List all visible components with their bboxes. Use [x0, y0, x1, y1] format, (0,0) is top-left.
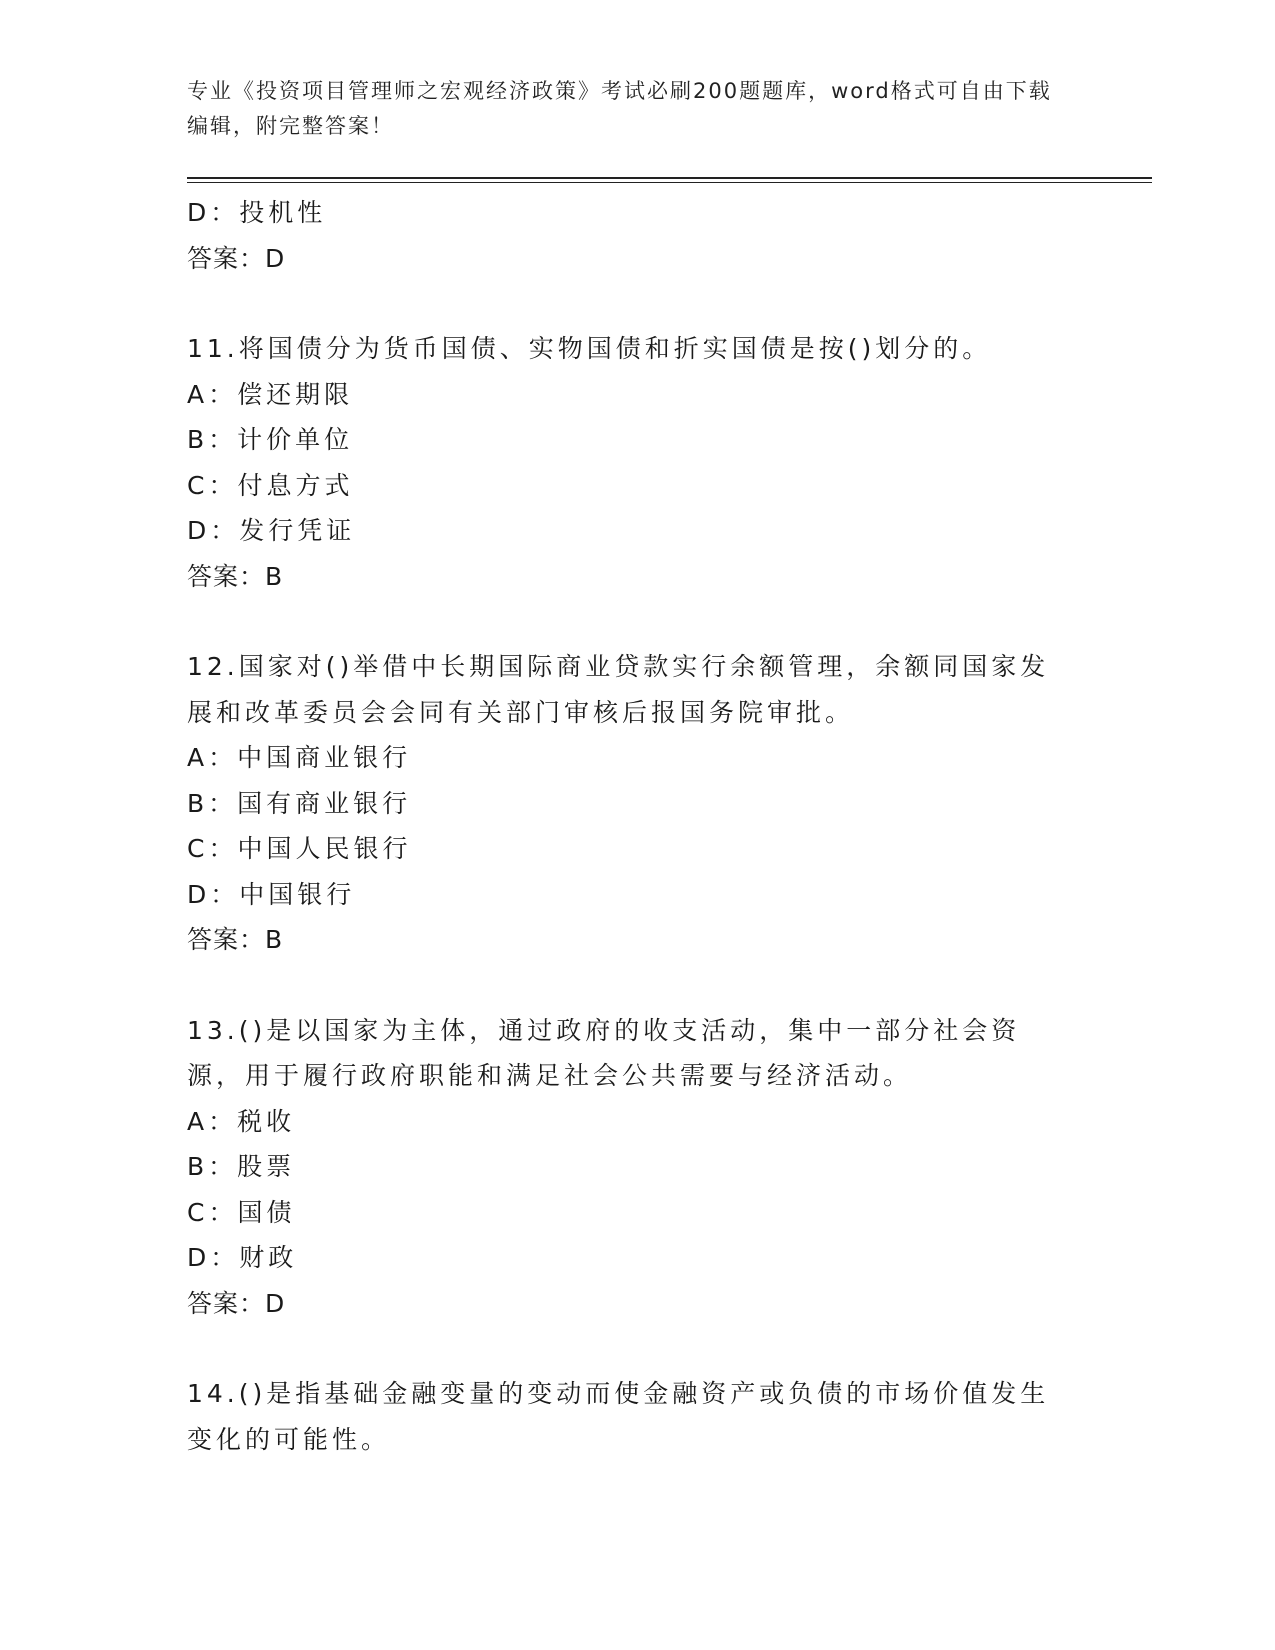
option-a: A：税收 — [187, 1106, 296, 1136]
answer: 答案：D — [187, 1288, 286, 1318]
document-header: 专业《投资项目管理师之宏观经济政策》考试必刷200题题库，word格式可自由下载编辑，附完整答案！ — [187, 79, 1052, 138]
option-a: A：中国商业银行 — [187, 743, 412, 772]
option-d: D：发行凭证 — [187, 516, 356, 545]
option-b: B：股票 — [187, 1152, 296, 1181]
question-13 — [187, 1008, 1087, 1327]
option-d: D：中国银行 — [187, 879, 356, 909]
option-b: B：国有商业银行 — [187, 788, 412, 818]
header-divider-thick — [187, 177, 1152, 179]
option-d: D：财政 — [187, 1243, 298, 1272]
question-text: 11.将国债分为货币国债、实物国债和折实国债是按()划分的。 — [187, 334, 992, 363]
option-c: C：中国人民银行 — [187, 834, 412, 863]
option-b: B：计价单位 — [187, 425, 354, 454]
option-d: D：投机性 — [187, 198, 327, 227]
question-11 — [187, 326, 1087, 599]
question-text: 12.国家对()举借中长期国际商业贷款实行余额管理，余额同国家发展和改革委员会会同有关部门审核后报国务院审批。 — [187, 652, 1050, 727]
question-text: 13.()是以国家为主体，通过政府的收支活动，集中一部分社会资源，用于履行政府职能和满足社会公共需要与经济活动。 — [187, 1015, 1021, 1090]
option-c: C：国债 — [187, 1197, 296, 1227]
answer: 答案：B — [187, 925, 284, 954]
option-c: C：付息方式 — [187, 470, 354, 500]
question-14 — [187, 1371, 1087, 1462]
question-12 — [187, 644, 1087, 963]
question-text: 14.()是指基础金融变量的变动而使金融资产或负债的市场价值发生变化的可能性。 — [187, 1379, 1050, 1454]
header-divider-thin — [187, 182, 1152, 183]
answer: 答案：B — [187, 561, 284, 591]
answer: 答案：D — [187, 243, 286, 273]
document-body — [187, 190, 1087, 1462]
option-a: A：偿还期限 — [187, 379, 354, 409]
